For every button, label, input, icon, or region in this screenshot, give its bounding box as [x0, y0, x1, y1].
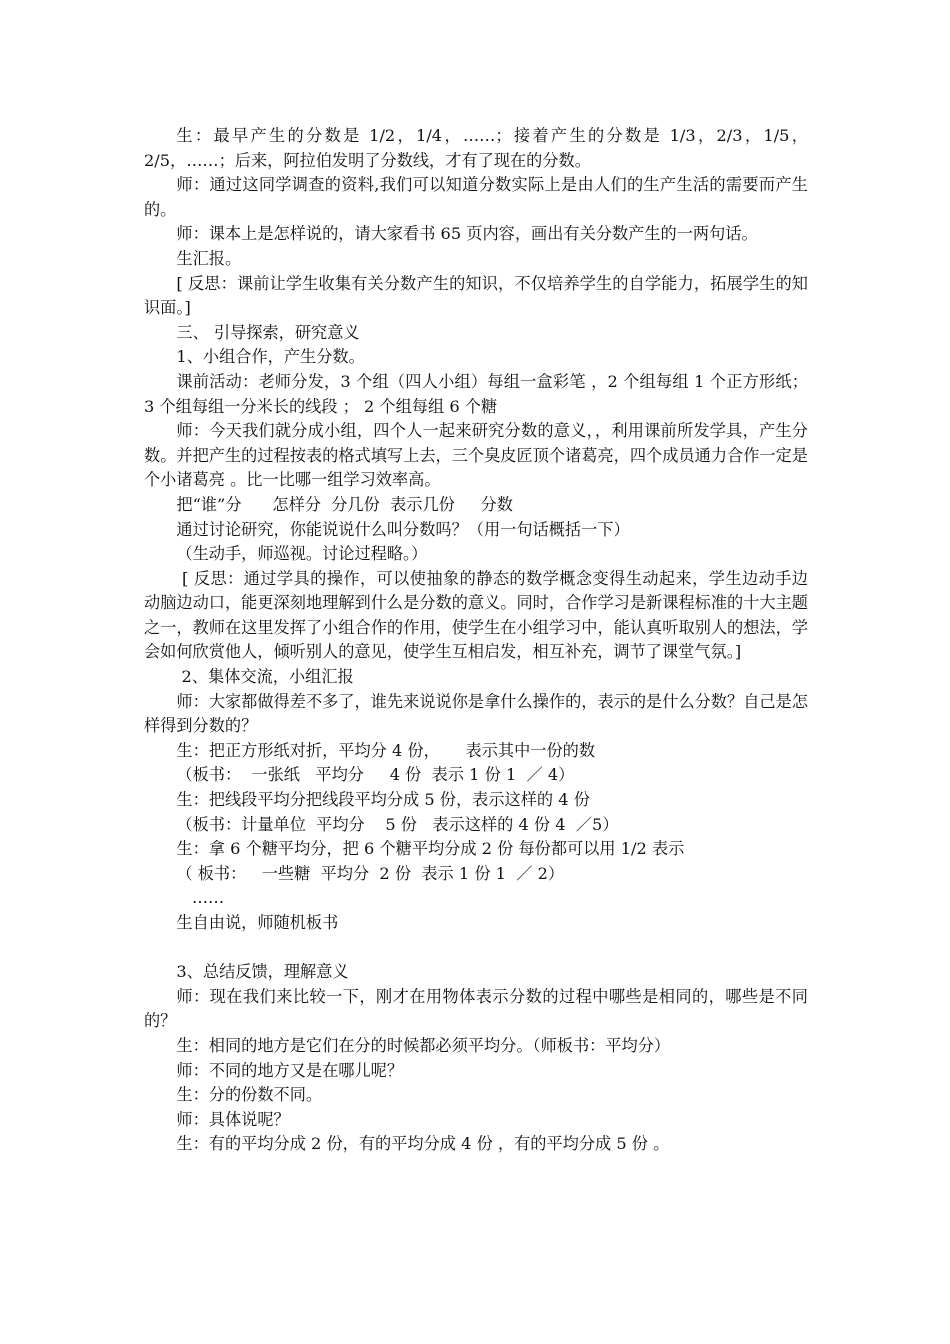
paragraph-specific-answer: 生：有的平均分成 2 份，有的平均分成 4 份 ，有的平均分成 5 份 。 [176, 1134, 670, 1154]
paragraph-student-candies: 生：拿 6 个糖平均分，把 6 个糖平均分成 2 份 每份都可以用 1/2 表示 [176, 839, 685, 859]
paragraph-table-headers: 把“谁”分 怎样分 分几份 表示几份 分数 [176, 494, 513, 514]
paragraph-pre-class-activity: 课前活动：老师分发，3 个组（四人小组）每组一盒彩笔 ，2 个组每组 1 个正方形纸； 3 个组每组一分米长的线段 ； 2 个组每组 6 个糖 [144, 371, 819, 416]
blank-line [144, 936, 808, 961]
paragraph-reflection-2: [ 反思：通过学具的操作，可以使抽象的静态的数学概念变得生动起来，学生边动手边动脑边动口，能更深刻地理解到什么是分数的意义。同时，合作学习是新课程标准的十大主题之一，教师在这里发挥了小组合作的作用，使学生在小组学习中，能认真听取别人的想法，学会如何欣赏他人，倾听别人的意见，使学生互相启发，相互补充，调节了课堂气氛。] [144, 568, 808, 662]
paragraph-specific-question: 师：具体说呢？ [176, 1109, 290, 1129]
paragraph-ellipsis: …… [176, 888, 225, 908]
paragraph-student-report: 生汇报。 [176, 248, 242, 268]
paragraph-student-square-paper: 生：把正方形纸对折，平均分 4 份， 表示其中一份的数 [176, 740, 596, 760]
paragraph-free-talk: 生自由说，师随机板书 [176, 913, 339, 932]
subheading-group-report: 2、集体交流，小组汇报 [176, 667, 354, 687]
paragraph-student-line-segment: 生：把线段平均分把线段平均分成 5 份，表示这样的 4 份 [176, 790, 590, 810]
paragraph-origin-of-fractions: 生：最早产生的分数是 1/2，1/4，……；接着产生的分数是 1/3，2/3，1/5，2/5，……；后来，阿拉伯发明了分数线，才有了现在的分数。 [144, 126, 808, 170]
paragraph-reflection-1: [ 反思：课前让学生收集有关分数产生的知识，不仅培养学生的自学能力，拓展学生的知识面。] [144, 273, 808, 318]
paragraph-compare-question: 师：现在我们来比较一下，刚才在用物体表示分数的过程中哪些是相同的，哪些是不同的？ [144, 986, 808, 1031]
paragraph-textbook-page: 师：课本上是怎样说的，请大家看书 65 页内容，画出有关分数产生的一两句话。 [176, 224, 758, 244]
paragraph-difference-answer: 生：分的份数不同。 [176, 1085, 323, 1105]
paragraph-board-note-3: （ 板书： 一些糖 平均分 2 份 表示 1 份 1 ／ 2） [176, 863, 565, 883]
paragraph-students-work: （生动手，师巡视。讨论过程略。） [176, 544, 428, 564]
paragraph-discussion-question: 通过讨论研究，你能说说什么叫分数吗？（用一句话概括一下） [176, 519, 630, 539]
document-page [144, 124, 819, 1157]
subheading-group-work: 1、小组合作，产生分数。 [176, 347, 365, 367]
section-heading-3: 三、 引导探索，研究意义 [176, 322, 360, 342]
paragraph-teacher-instructions: 师：今天我们就分成小组，四个人一起来研究分数的意义，，利用课前所发学具，产生分数。并把产生的过程按表的格式填写上去，三个臭皮匠顶个诸葛亮，四个成员通力合作一定是个小诸葛亮 。比一比哪一组学习效率高。 [144, 421, 808, 490]
paragraph-same-answer: 生：相同的地方是它们在分的时候都必须平均分。（师板书：平均分） [176, 1035, 671, 1055]
paragraph-difference-question: 师：不同的地方又是在哪儿呢？ [176, 1060, 404, 1080]
paragraph-teacher-summary: 师：通过这同学调查的资料,我们可以知道分数实际上是由人们的生产生活的需要而产生的。 [144, 175, 808, 219]
paragraph-board-note-2: （板书：计量单位 平均分 5 份 表示这样的 4 份 4 ／5） [176, 814, 619, 834]
paragraph-board-note-1: （板书： 一张纸 平均分 4 份 表示 1 份 1 ／ 4） [176, 765, 575, 785]
subheading-summary: 3、总结反馈，理解意义 [176, 962, 349, 982]
paragraph-teacher-question: 师：大家都做得差不多了，谁先来说说你是拿什么操作的，表示的是什么分数？自己是怎样得到分数的？ [144, 691, 808, 736]
